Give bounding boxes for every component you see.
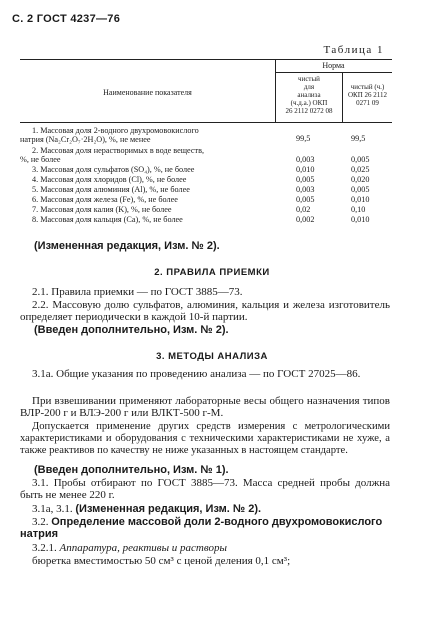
section-3-p4: 3.1. Пробы отбирают по ГОСТ 3885—73. Масса средней пробы должна быть не менее 220 г. <box>20 477 390 501</box>
section-3-p5: 3.2. Определение массовой доли 2-водного двухромовокислого натрия <box>20 516 383 540</box>
section-3-p1: 3.1а. Общие указания по проведению анализа — по ГОСТ 27025—86. <box>32 368 361 380</box>
col-grade1-header: чистый для анализа (ч.д.а.) ОКП 26 2112 0272 08 <box>285 75 333 115</box>
section-3-title: 3. МЕТОДЫ АНАЛИЗА <box>156 351 268 362</box>
table-header-rule <box>20 122 392 123</box>
table-norm-rule <box>275 72 392 73</box>
col-name-header: Наименование показателя <box>103 88 192 97</box>
section-3-note-1: (Введен дополнительно, Изм. № 1). <box>34 464 229 476</box>
document-page: С. 2 ГОСТ 4237—76 Таблица 1 Наименование показателя Норма чистый для анализа (ч.д.а.) ОКП 26 2112 0272 08 чистый (ч.) ОКП 26 2112 0271 09 1. Массовая доля 2-водного двухромовокислого натрия (Na₂Cr₂O₇·2H₂O), %, не менее 99,5 99,5 2. Массовая доля нерастворимых в воде веществ, %, не более 0,003 0,005 3. Массовая доля сульфатов (SO₄), %, не более 0,010 0,025 4. Массовая доля хлоридов (Cl), %, не более 0,005 0,020 5. Массовая доля алюминия (Al), %, не более 0,003 0,005 6. Массовая доля железа (Fe), %, не более 0,005 0,010 7. Массовая доля калия (K), %, не более 0,02 0,10 8. Массовая доля кальция (Ca), %, не более 0,002 0,010 (Измененная редакция, Изм. № 2). 2. ПРАВИЛА ПРИЕМКИ 2.1. Правила приемки — по ГОСТ 3885—73. 2.2. Массовую долю сульфатов, алюминия, кальция и железа изготовитель определяет периодически в каждой 10-й партии. (Введен дополнительно, Изм. № 2). 3. МЕТОДЫ АНАЛИЗА 3.1а. Общие указания по проведению анализа — по ГОСТ 27025—86. При взвешивании применяют лабораторные весы общего назначения типов ВЛР-200 г и ВЛЭ-200 г или ВЛКТ-500 г-М. Допускается применение других средств измерения с метрологическими характеристиками и оборудования с техническими характеристиками не хуже, а также реактивов по качеству не ниже указанных в настоящем стандарте. (Введен дополнительно, Изм. № 1). 3.1. Пробы отбирают по ГОСТ 3885—73. Масса средней пробы должна быть не менее 220 г. 3.1а, 3.1. (Измененная редакция, Изм. № 2). 3.2. Определение массовой доли 2-водного двухромовокислого натрия 3.2.1. Аппаратура, реактивы и растворы бюретка вместимостью 50 см³ с ценой деления 0,1 см³; <box>0 0 424 635</box>
section-3-p2: При взвешивании применяют лабораторные весы общего назначения типов ВЛР-200 г и ВЛЭ-200 г или ВЛКТ-500 г-М. <box>20 395 390 419</box>
section-2-p1: 2.1. Правила приемки — по ГОСТ 3885—73. <box>32 286 243 298</box>
section-3-p6: 3.2.1. Аппаратура, реактивы и растворы <box>32 542 227 554</box>
table-top-rule <box>20 59 392 60</box>
section-2-title: 2. ПРАВИЛА ПРИЕМКИ <box>154 267 270 278</box>
table-caption: Таблица 1 <box>323 44 384 56</box>
section-2-p2: 2.2. Массовую долю сульфатов, алюминия, кальция и железа изготовитель определяет периодически в каждой 10-й партии. <box>20 299 390 323</box>
section-2-note: (Введен дополнительно, Изм. № 2). <box>34 324 229 336</box>
col-norm-header: Норма <box>322 61 345 70</box>
section-3-p3: Допускается применение других средств измерения с метрологическими характеристиками и оборудования с техническими характеристиками не хуже, а также реактивов по качеству не ниже указанных в настоящем стандарте. <box>20 421 390 456</box>
table-amendment-note: (Измененная редакция, Изм. № 2). <box>34 240 220 252</box>
section-3-note-2: 3.1а, 3.1. (Измененная редакция, Изм. № 2). <box>32 503 262 515</box>
col-grade2-header: чистый (ч.) ОКП 26 2112 0271 09 <box>347 83 388 107</box>
section-3-p7: бюретка вместимостью 50 см³ с ценой деления 0,1 см³; <box>32 555 291 567</box>
page-header: С. 2 ГОСТ 4237—76 <box>12 13 121 25</box>
